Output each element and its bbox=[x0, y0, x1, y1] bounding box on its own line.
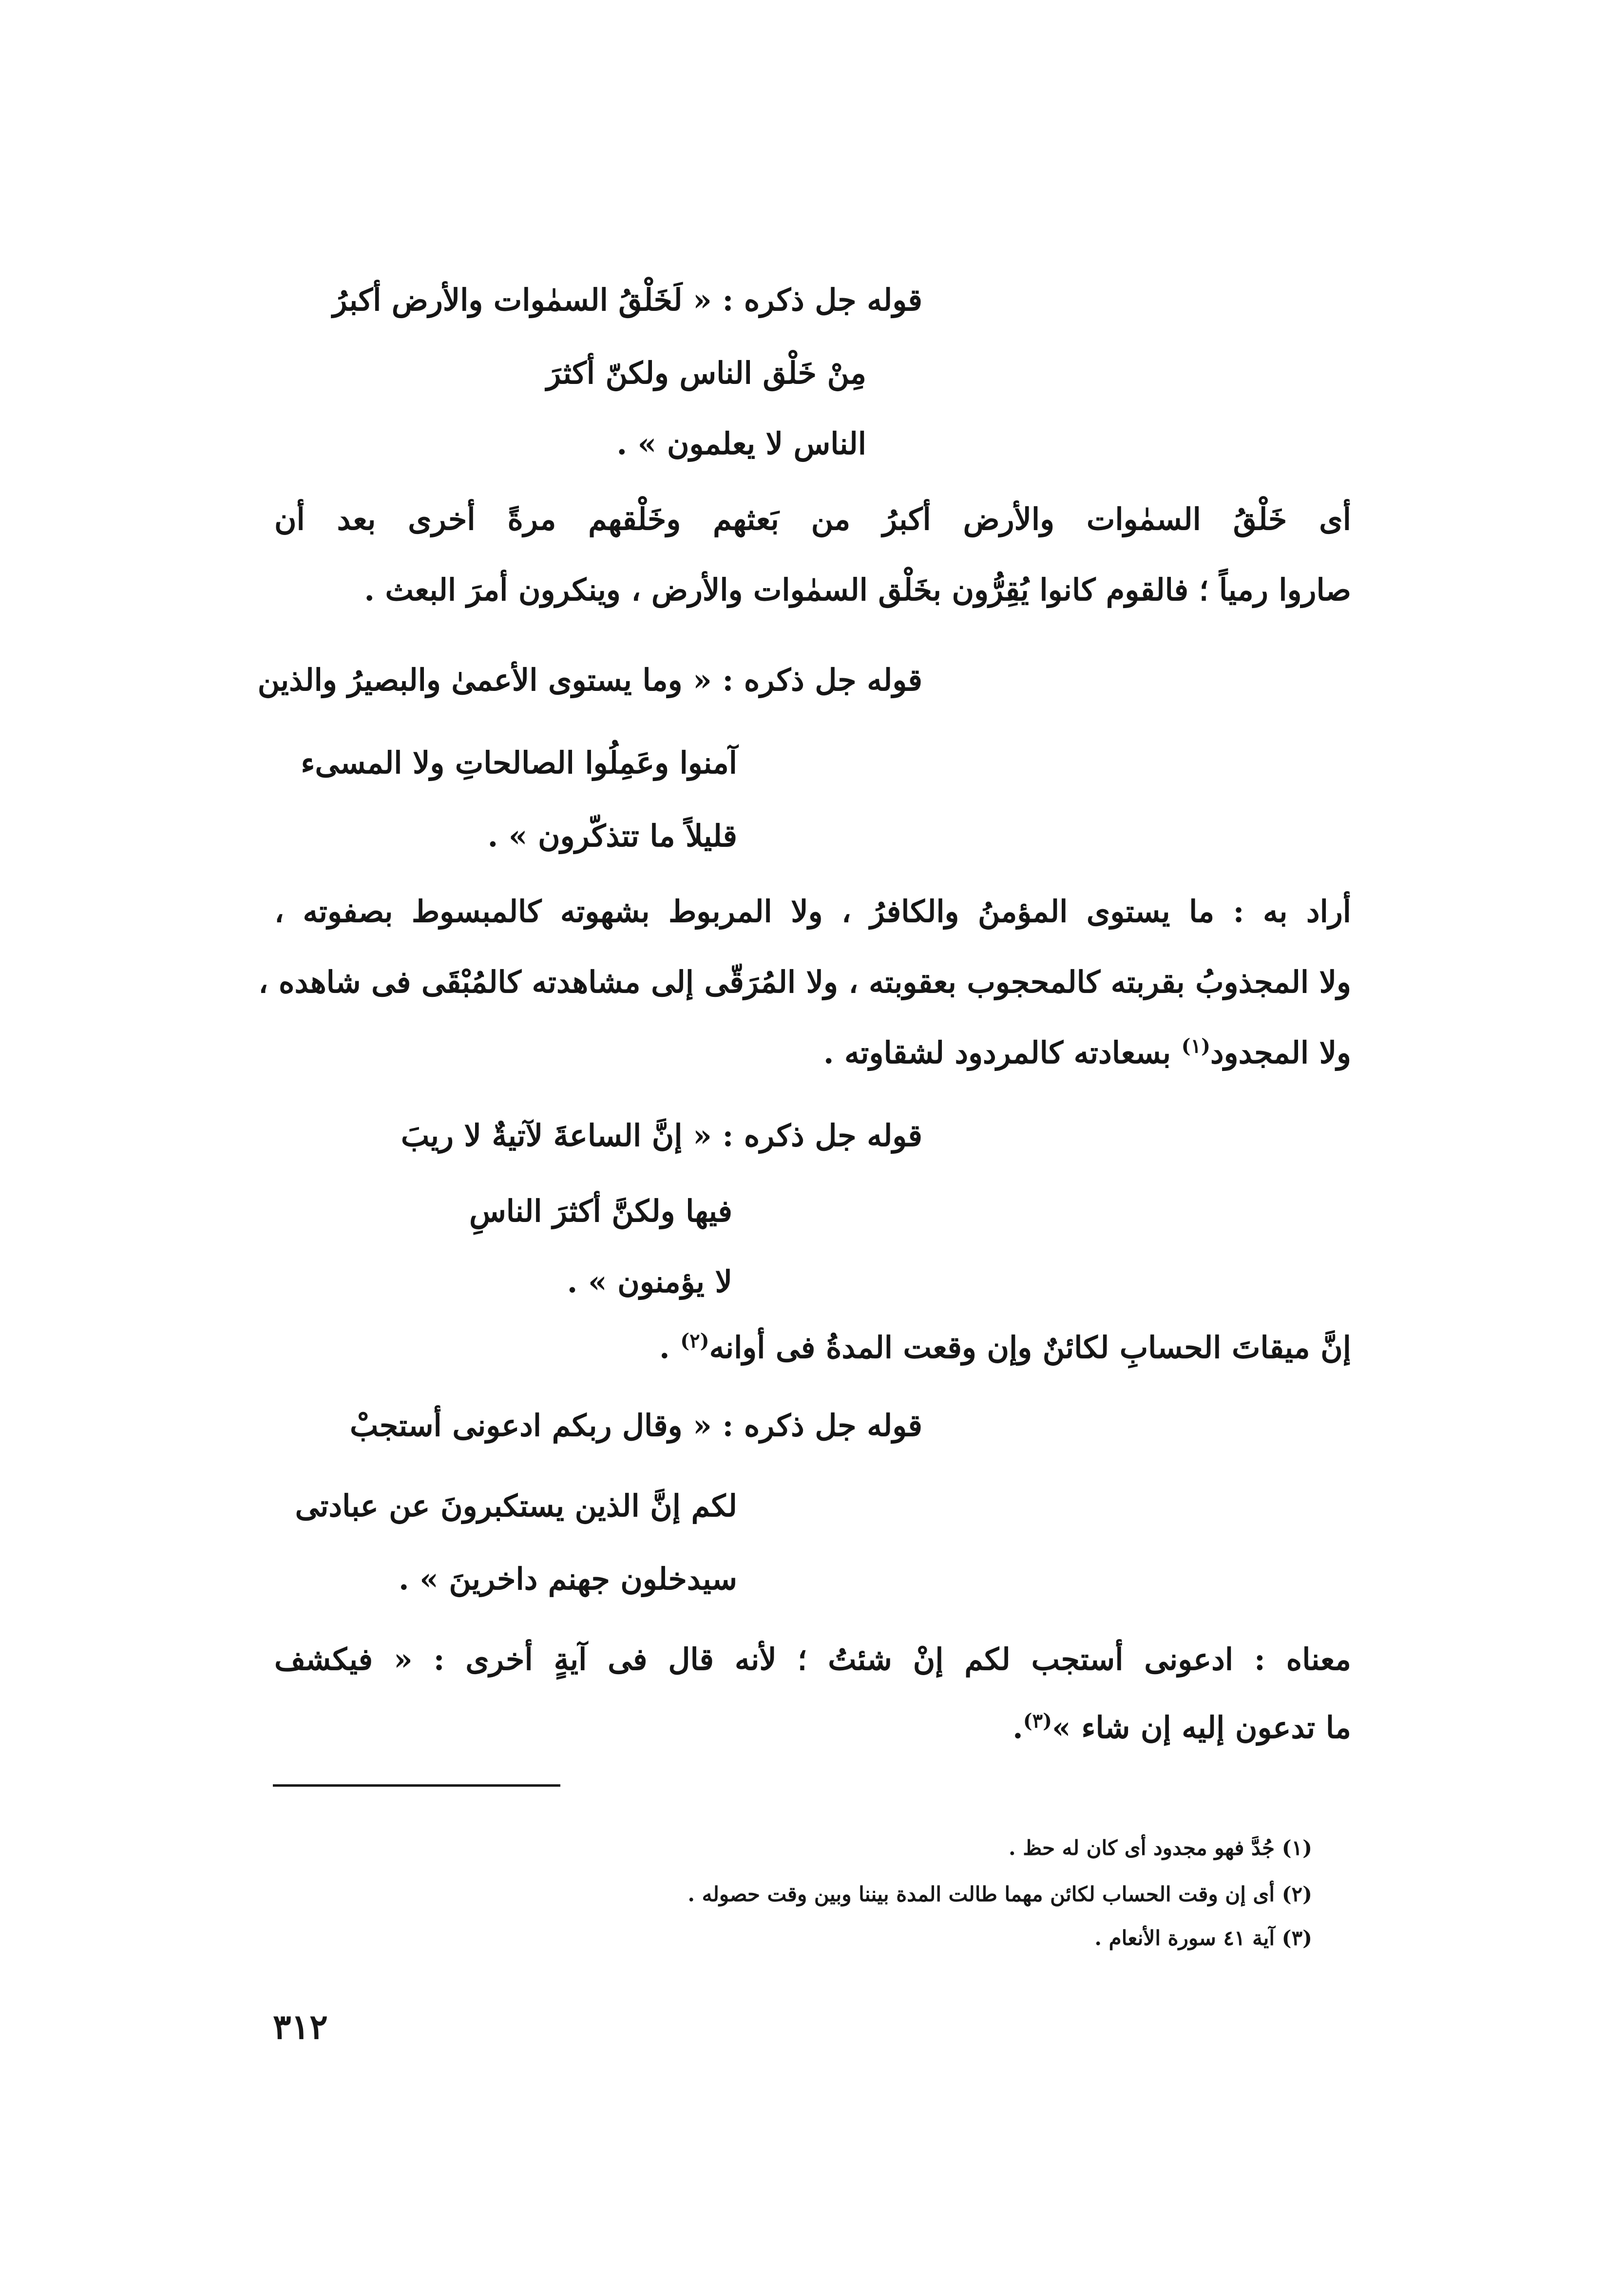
commentary-text: . bbox=[659, 1330, 670, 1365]
commentary-text: ولا المجدود bbox=[1210, 1035, 1351, 1070]
footnote: (٢) أى إن وقت الحساب لكائن مهما طالت المدة بيننا وبين وقت حصوله . bbox=[688, 1882, 1312, 1906]
commentary-line: معناه : ادعونى أستجب لكم إنْ شئتُ ؛ لأنه قال فى آيةٍ أخرى : « فيكشف bbox=[274, 1642, 1351, 1677]
commentary-line bbox=[659, 1329, 1351, 1365]
commentary-line bbox=[1013, 1709, 1351, 1745]
verse-line: سيدخلون جهنم داخرينَ » . bbox=[399, 1561, 737, 1597]
commentary-line: أراد به : ما يستوى المؤمنُ والكافرُ ، ولا المربوط بشهوته كالمبسوط بصفوته ، bbox=[274, 894, 1351, 929]
verse-line: قليلاً ما تتذكّرون » . bbox=[487, 818, 737, 854]
verse-line: آمنوا وعَمِلُوا الصالحاتِ ولا المسىء bbox=[301, 745, 737, 781]
footnote-marker[interactable]: (٣) bbox=[1023, 1709, 1052, 1733]
commentary-line: ولا المجذوبُ بقربته كالمحجوب بعقوبته ، ولا المُرَقّى إلى مشاهدته كالمُبْقَى فى شاهده ، bbox=[258, 964, 1351, 1000]
verse-line: الناس لا يعلمون » . bbox=[616, 426, 866, 461]
footnote: (١) جُدَّ فهو مجدود أى كان له حظ . bbox=[1008, 1836, 1312, 1860]
verse-line: قوله جل ذكره : « إنَّ الساعةَ لآتيةٌ لا ريبَ bbox=[401, 1118, 922, 1153]
commentary-text: . bbox=[1013, 1710, 1023, 1745]
footnote-divider bbox=[273, 1784, 560, 1787]
page-number: ٣١٢ bbox=[273, 2006, 328, 2047]
commentary-line: صاروا رمياً ؛ فالقوم كانوا يُقِرُّون بخَلْق السمٰوات والأرض ، وينكرون أمرَ البعث . bbox=[364, 572, 1351, 608]
footnote: (٣) آية ٤١ سورة الأنعام . bbox=[1094, 1926, 1312, 1950]
verse-line: فيها ولكنَّ أكثرَ الناسِ bbox=[469, 1193, 732, 1229]
commentary-line bbox=[823, 1034, 1351, 1070]
verse-line: مِنْ خَلْق الناس ولكنّ أكثرَ bbox=[546, 355, 866, 391]
verse-line: قوله جل ذكره : « وقال ربكم ادعونى أستجبْ bbox=[349, 1408, 922, 1443]
verse-line: لا يؤمنون » . bbox=[567, 1264, 732, 1299]
footnote-marker[interactable]: (٢) bbox=[680, 1329, 709, 1353]
commentary-text: إنَّ ميقاتَ الحسابِ لكائنٌ وإن وقعت المدةُ فى أوانه bbox=[709, 1330, 1351, 1365]
commentary-line: أى خَلْقُ السمٰوات والأرض أكبرُ من بَعثهم وخَلْقهم مرةً أخرى بعد أن bbox=[274, 501, 1351, 537]
verse-line: قوله جل ذكره : « لَخَلْقُ السمٰوات والأرض أكبرُ bbox=[332, 282, 922, 318]
verse-line: لكم إنَّ الذين يستكبرونَ عن عبادتى bbox=[295, 1488, 737, 1524]
commentary-text: بسعادته كالمردود لشقاوته . bbox=[823, 1035, 1171, 1070]
footnote-marker[interactable]: (١) bbox=[1181, 1034, 1211, 1058]
commentary-text: ما تدعون إليه إن شاء » bbox=[1052, 1710, 1351, 1745]
verse-line: قوله جل ذكره : « وما يستوى الأعمىٰ والبصيرُ والذين bbox=[257, 662, 922, 698]
